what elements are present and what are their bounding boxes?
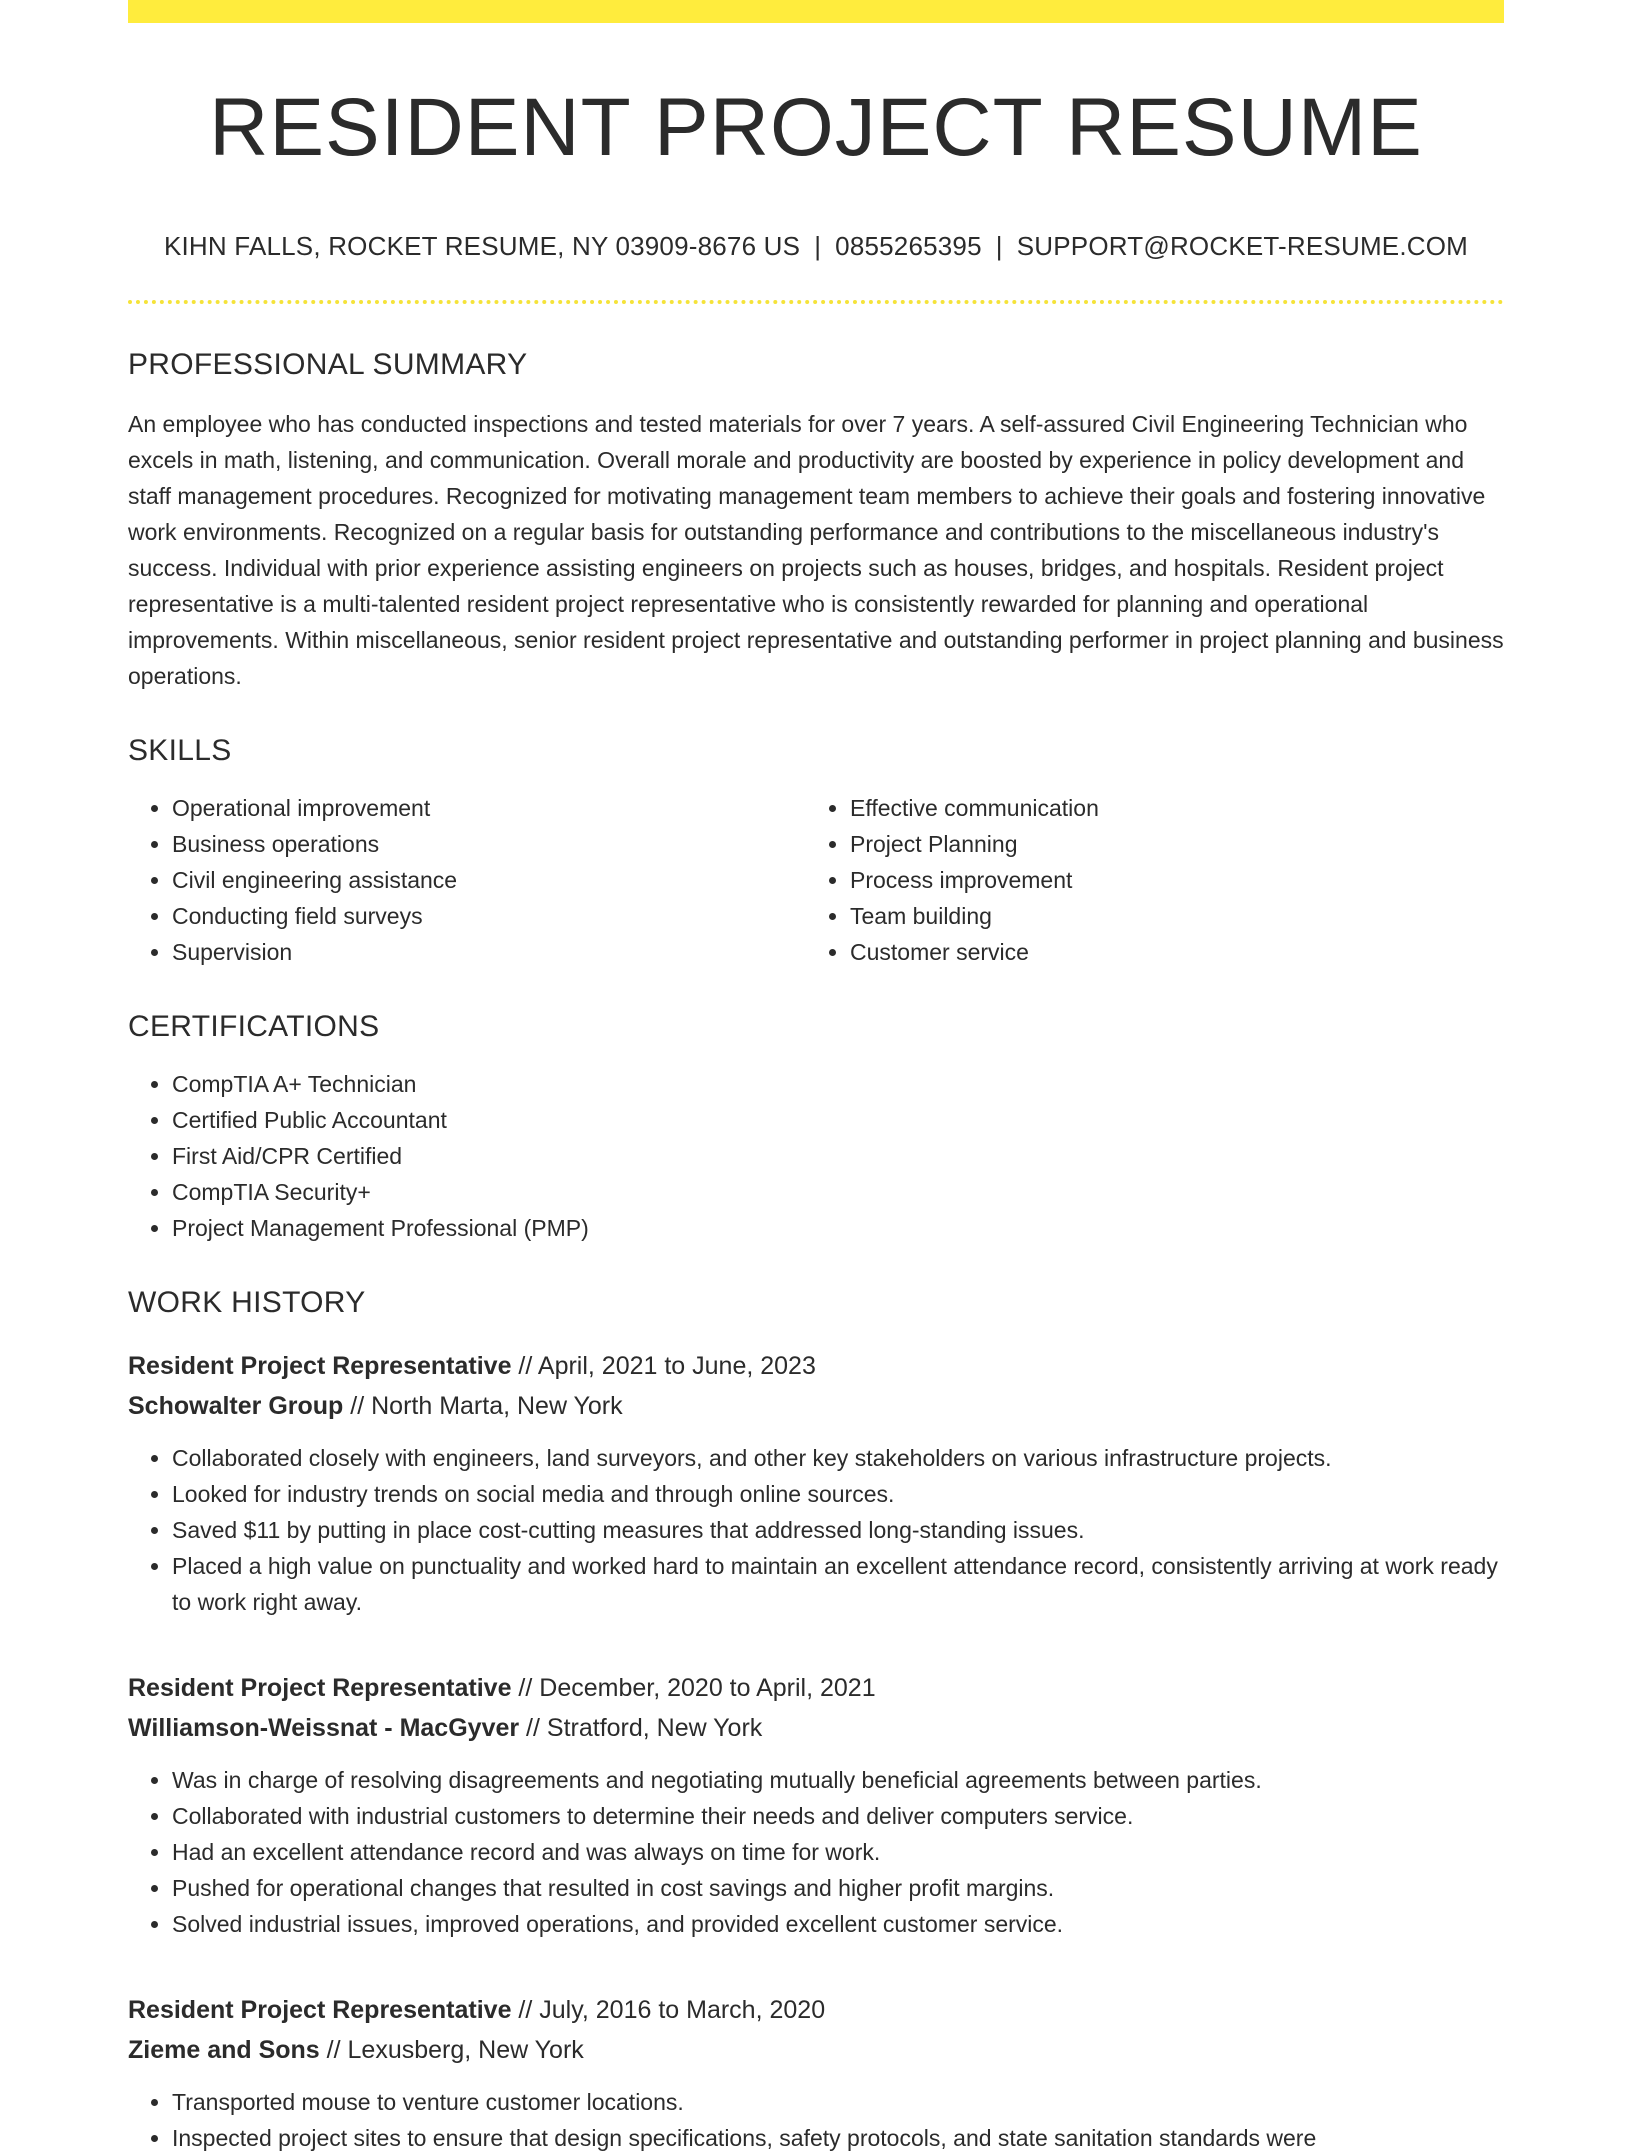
job-location: Lexusberg, New York bbox=[347, 2036, 584, 2065]
dotted-divider bbox=[128, 300, 1504, 304]
certification-item: • CompTIA A+ Technician bbox=[172, 1066, 1504, 1102]
job-separator: // bbox=[511, 1996, 540, 2025]
skills-list-right bbox=[806, 790, 1484, 970]
job-dates: April, 2021 to June, 2023 bbox=[537, 1352, 816, 1381]
job-bullet: • Looked for industry trends on social media and through online sources. bbox=[172, 1476, 1504, 1512]
job-title-line bbox=[128, 1990, 1504, 2030]
job-separator: // bbox=[319, 2036, 348, 2065]
skills-list-left bbox=[128, 790, 806, 970]
certification-item: • First Aid/CPR Certified bbox=[172, 1138, 1504, 1174]
skill-item: • Supervision bbox=[172, 934, 806, 970]
certifications-heading: CERTIFICATIONS bbox=[128, 1010, 380, 1044]
job-title-line bbox=[128, 1668, 1504, 1708]
job-separator: // bbox=[519, 1714, 547, 1743]
job-location: Stratford, New York bbox=[546, 1714, 763, 1743]
job-entry bbox=[128, 1346, 1504, 1620]
contact-line bbox=[128, 231, 1504, 262]
job-company-line bbox=[128, 1386, 1504, 1426]
job-bullet: • Inspected project sites to ensure that design specifications, safety protocols, and state sanitation standards were bbox=[172, 2120, 1504, 2156]
job-bullet: • Placed a high value on punctuality and worked hard to maintain an excellent attendance record, consistently arriving at work ready to work right away. bbox=[172, 1548, 1504, 1620]
contact-separator: | bbox=[814, 231, 822, 262]
job-bullet: • Pushed for operational changes that resulted in cost savings and higher profit margins. bbox=[172, 1870, 1504, 1906]
skills-heading: SKILLS bbox=[128, 734, 232, 768]
job-bullet: • Had an excellent attendance record and was always on time for work. bbox=[172, 1834, 1504, 1870]
contact-address: KIHN FALLS, ROCKET RESUME, NY 03909-8676 US bbox=[163, 231, 801, 262]
job-separator: // bbox=[511, 1352, 538, 1381]
accent-top-bar bbox=[128, 0, 1504, 23]
skill-item: • Operational improvement bbox=[172, 790, 806, 826]
job-bullet: • Solved industrial issues, improved operations, and provided excellent customer service. bbox=[172, 1906, 1504, 1942]
skill-item: • Process improvement bbox=[850, 862, 1484, 898]
job-bullets bbox=[128, 2084, 1504, 2156]
job-company: Schowalter Group bbox=[128, 1392, 344, 1421]
skill-item: • Customer service bbox=[850, 934, 1484, 970]
certifications-list bbox=[128, 1066, 1504, 1246]
skill-item: • Conducting field surveys bbox=[172, 898, 806, 934]
resume-name: RESIDENT PROJECT RESUME bbox=[209, 82, 1423, 173]
work-history-heading: WORK HISTORY bbox=[128, 1286, 366, 1320]
contact-separator: | bbox=[995, 231, 1003, 262]
job-bullet: • Transported mouse to venture customer locations. bbox=[172, 2084, 1504, 2120]
job-title-line bbox=[128, 1346, 1504, 1386]
job-bullet: • Collaborated with industrial customers to determine their needs and deliver computers service. bbox=[172, 1798, 1504, 1834]
job-company: Zieme and Sons bbox=[128, 2036, 320, 2065]
certification-item: • Project Management Professional (PMP) bbox=[172, 1210, 1504, 1246]
job-role: Resident Project Representative bbox=[128, 1996, 512, 2025]
skill-item: • Civil engineering assistance bbox=[172, 862, 806, 898]
job-dates: December, 2020 to April, 2021 bbox=[539, 1674, 876, 1703]
skill-item: • Effective communication bbox=[850, 790, 1484, 826]
skill-item: • Business operations bbox=[172, 826, 806, 862]
job-role: Resident Project Representative bbox=[128, 1674, 512, 1703]
job-company-line bbox=[128, 2030, 1504, 2070]
contact-phone: 0855265395 bbox=[835, 231, 982, 262]
resume-page bbox=[128, 0, 1504, 2156]
job-company-line bbox=[128, 1708, 1504, 1748]
skill-item: • Project Planning bbox=[850, 826, 1484, 862]
job-dates: July, 2016 to March, 2020 bbox=[539, 1996, 826, 2025]
summary-heading: PROFESSIONAL SUMMARY bbox=[128, 348, 528, 382]
skills-grid bbox=[128, 790, 1504, 970]
job-location: North Marta, New York bbox=[371, 1392, 623, 1421]
job-bullet: • Was in charge of resolving disagreements and negotiating mutually beneficial agreements between parties. bbox=[172, 1762, 1504, 1798]
job-entry bbox=[128, 1668, 1504, 1942]
job-bullets bbox=[128, 1440, 1504, 1620]
contact-email: SUPPORT@ROCKET-RESUME.COM bbox=[1016, 231, 1469, 262]
job-separator: // bbox=[511, 1674, 540, 1703]
job-company: Williamson-Weissnat - MacGyver bbox=[128, 1714, 520, 1743]
job-separator: // bbox=[343, 1392, 372, 1421]
job-bullet: • Collaborated closely with engineers, land surveyors, and other key stakeholders on various infrastructure projects. bbox=[172, 1440, 1504, 1476]
job-role: Resident Project Representative bbox=[128, 1352, 512, 1381]
certification-item: • Certified Public Accountant bbox=[172, 1102, 1504, 1138]
job-bullets bbox=[128, 1762, 1504, 1942]
job-bullet: • Saved $11 by putting in place cost-cutting measures that addressed long-standing issues. bbox=[172, 1512, 1504, 1548]
skill-item: • Team building bbox=[850, 898, 1484, 934]
summary-text: An employee who has conducted inspections and tested materials for over 7 years. A self-assured Civil Engineering Technician who excels in math, listening, and communication. Overall morale and productivity are boosted by experience in policy development and staff management procedures. Recognized for motivating management team members to achieve their goals and fostering innovative work environments. Recognized on a regular basis for outstanding performance and contributions to the miscellaneous industry's success. Individual with prior experience assisting engineers on projects such as houses, bridges, and hospitals. Resident project representative is a multi-talented resident project representative who is consistently rewarded for planning and operational improvements. Within miscellaneous, senior resident project representative and outstanding performer in project planning and business operations. bbox=[128, 411, 1504, 690]
certification-item: • CompTIA Security+ bbox=[172, 1174, 1504, 1210]
job-entry bbox=[128, 1990, 1504, 2156]
